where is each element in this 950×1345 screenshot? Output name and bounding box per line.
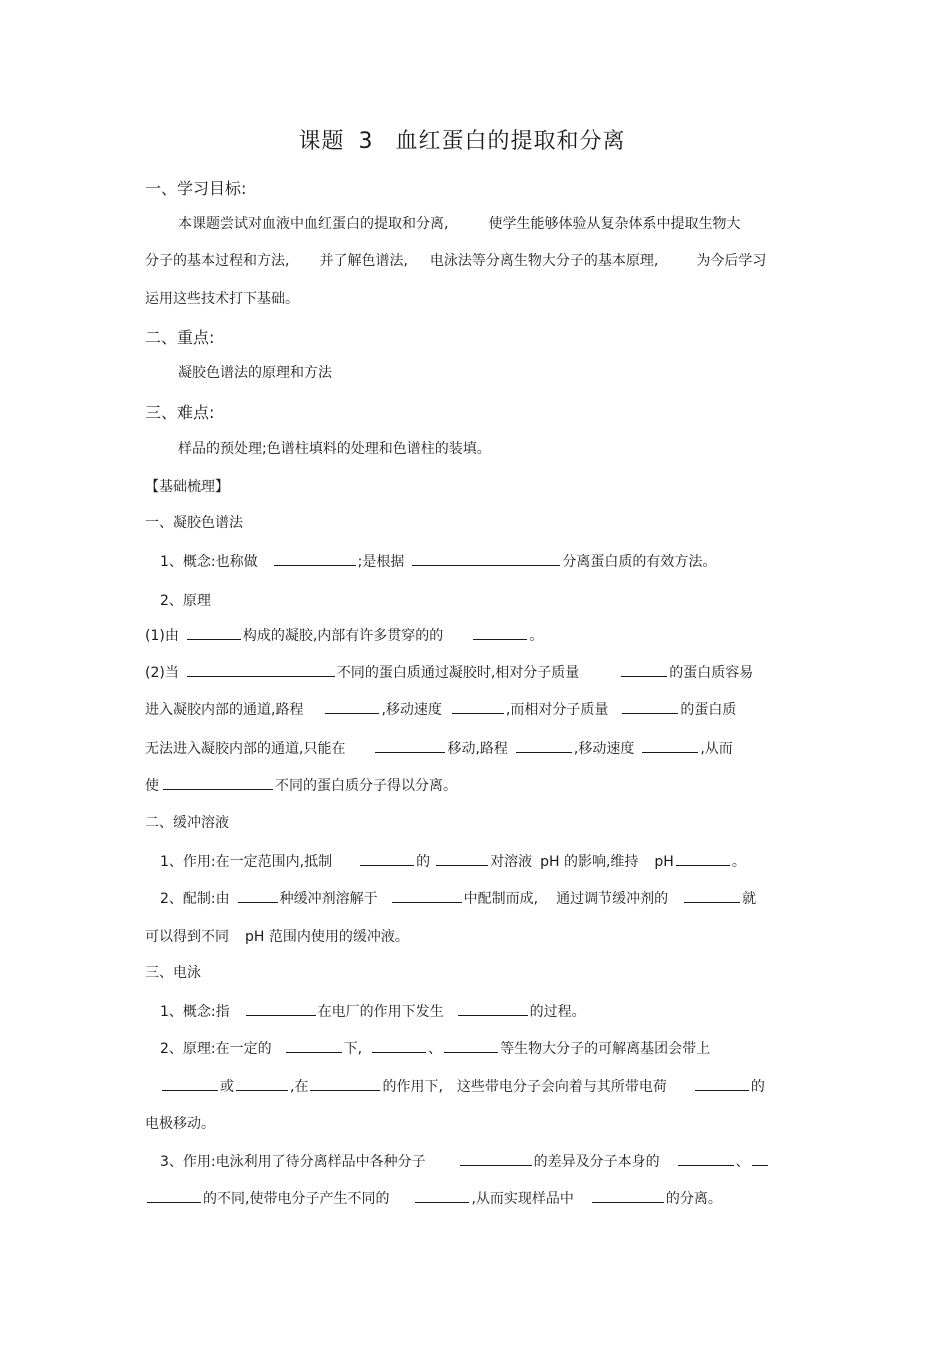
text-span: 就 <box>742 891 757 907</box>
text-span: 的 <box>750 1079 765 1095</box>
text-span: ,从而 <box>700 741 733 757</box>
text-span: 为今后学习 <box>696 253 767 269</box>
text-span: ,移动速度 <box>573 741 635 757</box>
fill-blank[interactable] <box>415 1189 469 1203</box>
buffer-function-line <box>160 851 746 871</box>
difficulty-heading: 三、难点: <box>145 403 215 422</box>
text-span: 等生物大分子的可解离基团会带上 <box>500 1041 711 1057</box>
text-span: pH 的影响,维持 <box>540 854 639 870</box>
basics-heading: 【基础梳理】 <box>145 479 229 495</box>
text-span: (1)由 <box>145 628 179 644</box>
gel-principle-2-line4 <box>145 775 457 795</box>
text-span: 分离蛋白质的有效方法。 <box>562 554 717 570</box>
goal-paragraph-line2 <box>145 250 766 270</box>
fill-blank[interactable] <box>678 1152 734 1166</box>
text-span: 分离。 <box>679 1191 722 1207</box>
fill-blank[interactable] <box>392 889 462 903</box>
text-span: 电泳法等分离生物大分子的基本原理, <box>429 253 659 269</box>
text-span: 的 <box>416 854 431 870</box>
text-span: 的过程。 <box>529 1004 586 1020</box>
fill-blank[interactable] <box>236 1077 288 1091</box>
text-span: 不同的蛋白质通过凝胶时,相对分子质量 <box>336 665 580 681</box>
text-span: 3、作用:电泳利用了待分离样品中各种分子 <box>160 1154 426 1170</box>
key-text: 凝胶色谱法的原理和方法 <box>178 365 332 381</box>
text-span: 或 <box>220 1079 234 1095</box>
fill-blank[interactable] <box>162 1077 218 1091</box>
text-span: 对溶液 <box>490 854 533 870</box>
text-span: 移动,路程 <box>447 741 508 757</box>
electro-principle-line2 <box>160 1076 765 1096</box>
text-span: ,而相对分子质量 <box>505 702 609 718</box>
goal-paragraph-line1 <box>178 213 740 233</box>
text-span: 1、作用:在一定范围内,抵制 <box>160 854 333 870</box>
text-span: 的蛋白质容易 <box>669 665 754 681</box>
fill-blank[interactable] <box>436 852 488 866</box>
fill-blank[interactable] <box>752 1152 768 1166</box>
text-span: 通过调节缓冲剂的 <box>556 891 669 907</box>
text-span: 进入凝胶内部的通道,路程 <box>145 702 304 718</box>
text-span: 的作用下, <box>382 1079 443 1095</box>
fill-blank[interactable] <box>360 852 414 866</box>
fill-blank[interactable] <box>473 626 527 640</box>
fill-blank[interactable] <box>452 700 504 714</box>
text-span: 使 <box>145 778 159 794</box>
text-span: 种缓冲剂溶解于 <box>279 891 378 907</box>
gel-principle-2-line1 <box>145 662 753 682</box>
text-span: 。 <box>731 854 746 870</box>
fill-blank[interactable] <box>372 1039 426 1053</box>
fill-blank[interactable] <box>444 1039 498 1053</box>
text-span: 这些带电分子会向着与其所带电荷 <box>456 1079 667 1095</box>
electro-principle-line3: 电极移动。 <box>145 1116 215 1132</box>
fill-blank[interactable] <box>375 739 445 753</box>
text-span: 构成的凝胶,内部有许多贯穿的的 <box>242 628 444 644</box>
goal-heading: 一、学习目标: <box>145 179 247 198</box>
gel-concept-line <box>160 551 716 571</box>
fill-blank[interactable] <box>676 852 730 866</box>
text-span: pH <box>654 854 674 870</box>
electro-heading: 三、电泳 <box>145 965 201 981</box>
fill-blank[interactable] <box>592 1189 664 1203</box>
text-span: 、 <box>428 1041 443 1057</box>
fill-blank[interactable] <box>695 1077 749 1091</box>
fill-blank[interactable] <box>286 1039 342 1053</box>
text-span: ;是根据 <box>357 554 405 570</box>
text-span: 并了解色谱法, <box>319 253 408 269</box>
text-span: (2)当 <box>145 665 179 681</box>
fill-blank[interactable] <box>684 889 740 903</box>
goal-paragraph-line3: 运用这些技术打下基础。 <box>145 291 299 307</box>
fill-blank[interactable] <box>642 739 698 753</box>
fill-blank[interactable] <box>147 1189 201 1203</box>
text-span: 的蛋白质 <box>680 702 737 718</box>
text-span: 本课题尝试对血液中血红蛋白的提取和分离, <box>178 216 449 232</box>
fill-blank[interactable] <box>187 663 335 677</box>
text-span: 在电厂的作用下发生 <box>317 1004 444 1020</box>
fill-blank[interactable] <box>310 1077 380 1091</box>
text-span: 。 <box>529 628 544 644</box>
fill-blank[interactable] <box>516 739 572 753</box>
fill-blank[interactable] <box>325 700 379 714</box>
fill-blank[interactable] <box>238 889 278 903</box>
text-span: 不同的蛋白质分子得以分离。 <box>275 778 457 794</box>
text-span: 无法进入凝胶内部的通道,只能在 <box>145 741 346 757</box>
gel-principle-2-line3 <box>145 738 733 758</box>
text-span: 下, <box>343 1041 363 1057</box>
page-title <box>0 124 924 155</box>
fill-blank[interactable] <box>187 626 241 640</box>
electro-function-line1 <box>160 1151 770 1171</box>
text-span: 使学生能够体验从复杂体系中提取生物大 <box>488 216 741 232</box>
text-span: 的差异及分子本身的 <box>533 1154 660 1170</box>
difficulty-text: 样品的预处理;色谱柱填料的处理和色谱柱的装填。 <box>178 441 491 457</box>
buffer-prep-line1 <box>160 888 756 908</box>
text-span: 分子的基本过程和方法, <box>145 253 290 269</box>
text-span: 、 <box>735 1154 750 1170</box>
electro-concept-line <box>160 1001 586 1021</box>
buffer-heading: 二、缓冲溶液 <box>145 815 229 831</box>
fill-blank[interactable] <box>458 1002 528 1016</box>
fill-blank[interactable] <box>412 552 560 566</box>
text-span: 的不同,使带电分子产生不同的 <box>203 1191 390 1207</box>
text-span: 2、配制:由 <box>160 891 230 907</box>
text-span: 的 <box>665 1191 680 1207</box>
text-span: 可以得到不同 <box>145 929 229 945</box>
electro-function-line2 <box>145 1188 722 1208</box>
title-number: 3 <box>358 129 374 154</box>
text-span: ,在 <box>290 1079 309 1095</box>
title-prefix: 课题 <box>298 129 345 154</box>
gel-heading: 一、凝胶色谱法 <box>145 515 243 531</box>
text-span: 1、概念:也称做 <box>160 554 258 570</box>
text-span: pH 范围内使用的缓冲液。 <box>245 929 409 945</box>
fill-blank[interactable] <box>622 700 678 714</box>
gel-principle-2-line2 <box>145 699 736 719</box>
text-span: ,从而实现样品中 <box>471 1191 574 1207</box>
title-text: 血红蛋白的提取和分离 <box>395 129 626 154</box>
buffer-prep-line2 <box>145 926 409 946</box>
text-span: 1、概念:指 <box>160 1004 230 1020</box>
text-span: ,移动速度 <box>381 702 442 718</box>
text-span: 2、原理:在一定的 <box>160 1041 272 1057</box>
fill-blank[interactable] <box>246 1002 316 1016</box>
fill-blank[interactable] <box>274 552 356 566</box>
key-heading: 二、重点: <box>145 328 215 347</box>
electro-principle-line1 <box>160 1038 710 1058</box>
text-span: 中配制而成, <box>463 891 539 907</box>
fill-blank[interactable] <box>460 1152 532 1166</box>
fill-blank[interactable] <box>163 776 273 790</box>
fill-blank[interactable] <box>621 663 667 677</box>
gel-principle-1 <box>145 625 543 645</box>
gel-principle-label: 2、原理 <box>160 593 211 609</box>
